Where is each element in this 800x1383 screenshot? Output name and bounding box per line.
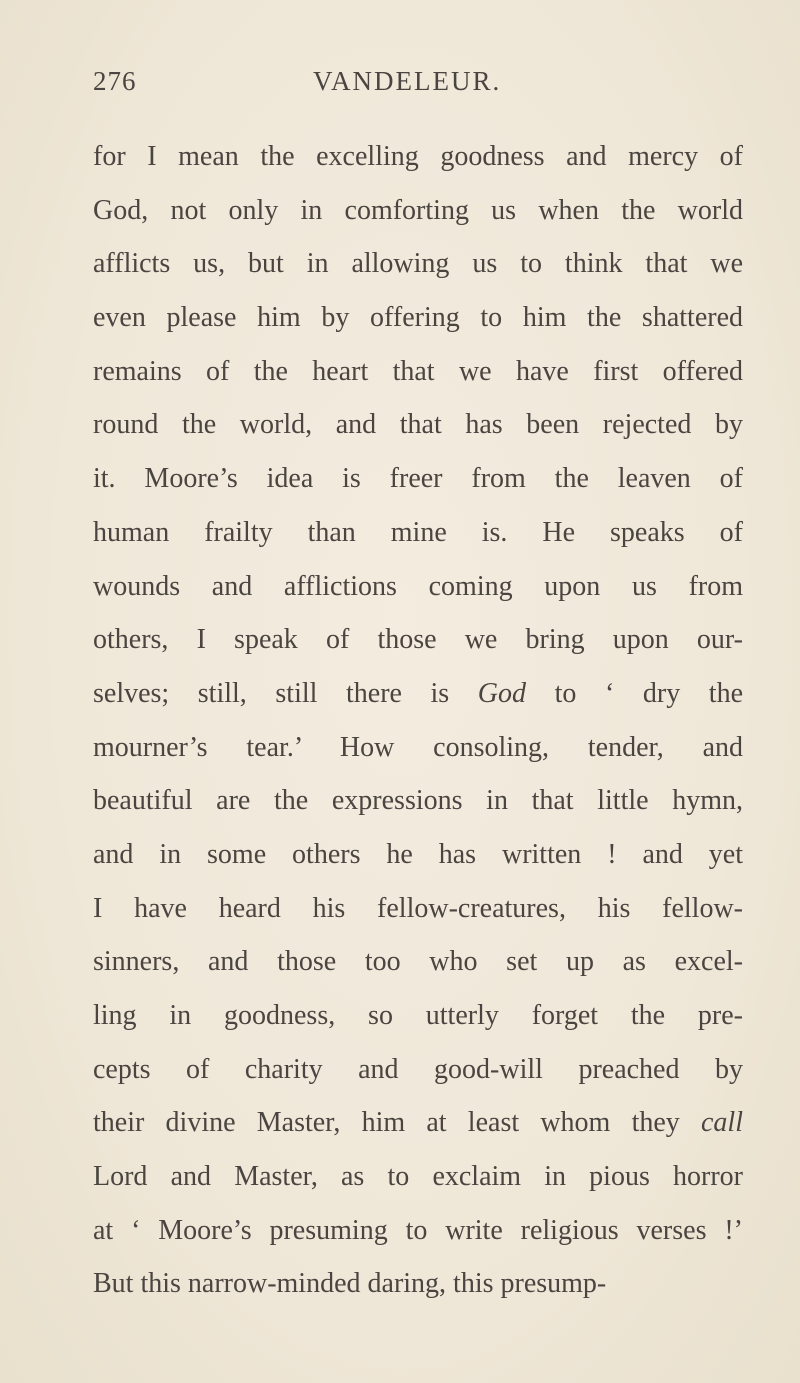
body-text — [93, 130, 743, 1311]
text-line: I have heard his fellow-creatures, his fellow- — [93, 892, 743, 924]
page-header — [93, 66, 733, 106]
italic-emphasis: God — [477, 677, 527, 709]
text-line: human frailty than mine is. He speaks of — [93, 516, 743, 548]
text-line: beautiful are the expressions in that little hymn, — [93, 785, 743, 817]
text-line: others, I speak of those we bring upon our- — [93, 624, 743, 656]
text-line: ling in goodness, so utterly forget the pre- — [93, 1000, 743, 1031]
text-line: even please him by offering to him the shattered — [93, 302, 743, 334]
text-line: for I mean the excelling goodness and mercy of — [93, 141, 743, 172]
text-line: sinners, and those too who set up as excel- — [93, 946, 743, 978]
text-line: round the world, and that has been rejected by — [93, 409, 743, 441]
text-line: But this narrow-minded daring, this presump- — [93, 1268, 607, 1300]
text-line: Lord and Master, as to exclaim in pious horror — [93, 1161, 743, 1193]
page-number: 276 — [93, 66, 137, 96]
text-line: God, not only in comforting us when the world — [93, 194, 743, 226]
text-line: mourner’s tear.’ How consoling, tender, and — [93, 731, 743, 763]
running-head: VANDELEUR. — [313, 66, 502, 96]
text-line: cepts of charity and good-will preached by — [93, 1053, 743, 1085]
text-line: and in some others he has written ! and yet — [93, 838, 743, 870]
text-line: selves; still, still there is God to ‘ dry the — [93, 677, 743, 709]
text-line: it. Moore’s idea is freer from the leaven of — [93, 463, 743, 495]
italic-emphasis: call — [701, 1107, 743, 1139]
text-line: their divine Master, him at least whom they call — [93, 1107, 743, 1139]
text-line: at ‘ Moore’s presuming to write religious verses !’ — [93, 1214, 743, 1246]
text-line: wounds and afflictions coming upon us from — [93, 570, 743, 602]
text-line: afflicts us, but in allowing us to think that we — [93, 248, 743, 280]
text-line: remains of the heart that we have first offered — [93, 355, 743, 387]
